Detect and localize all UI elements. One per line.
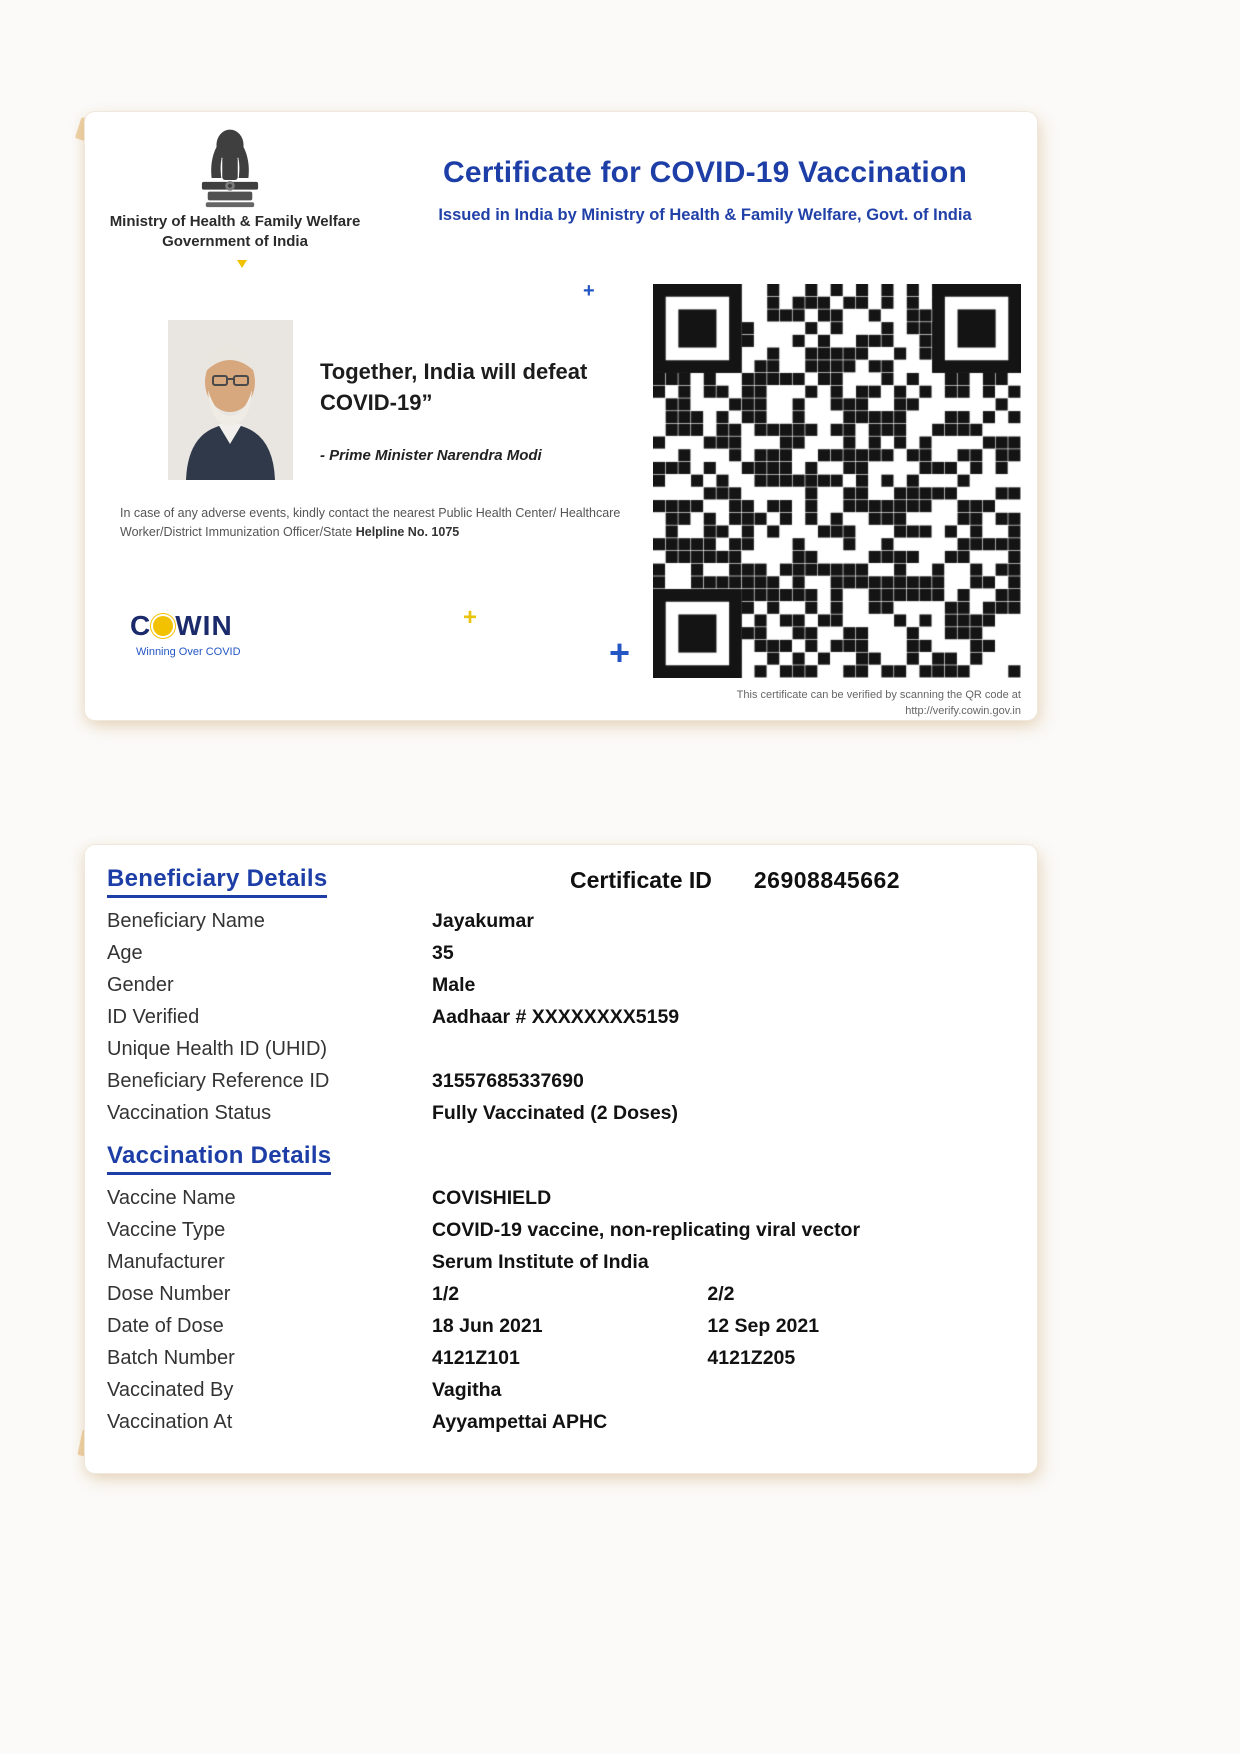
field-label: Vaccination At	[107, 1411, 233, 1433]
advisory-body: In case of any adverse events, kindly contact the nearest Public Health Center/ Healthcare Worker/District Immunization Officer/State	[120, 506, 621, 540]
detail-row	[107, 1038, 1017, 1070]
detail-row	[107, 974, 1017, 1006]
detail-row	[107, 1070, 1017, 1102]
detail-row	[107, 1102, 1017, 1134]
certificate-header-card	[85, 112, 1037, 720]
field-label: Unique Health ID (UHID)	[107, 1038, 328, 1060]
field-label: Batch Number	[107, 1347, 235, 1369]
detail-row	[107, 1347, 1017, 1379]
field-label: Dose Number	[107, 1283, 231, 1305]
field-label: Manufacturer	[107, 1251, 225, 1273]
certificate-title: Certificate for COVID-19 Vaccination	[442, 156, 967, 189]
certificate-subtitle: Issued in India by Ministry of Health & Family Welfare, Govt. of India	[438, 206, 972, 224]
dose2-value: 2/2	[707, 1283, 735, 1305]
cowin-tagline: Winning Over COVID	[136, 646, 241, 658]
detail-row	[107, 910, 1017, 942]
field-value: Vagitha	[432, 1379, 502, 1401]
field-value: Ayyampettai APHC	[432, 1411, 608, 1433]
cowin-wordmark	[130, 610, 241, 642]
qr-caption-line1: This certificate can be verified by scanning the QR code at	[736, 689, 1021, 701]
ministry-line1: Ministry of Health & Family Welfare	[109, 213, 361, 230]
advisory-text	[120, 504, 665, 543]
ministry-text	[100, 212, 370, 251]
field-value-pair	[432, 1315, 819, 1338]
dose1-value: 4121Z101	[432, 1347, 520, 1369]
certificate-id-block	[570, 867, 900, 894]
dose1-value: 1/2	[432, 1283, 460, 1305]
national-emblem-icon	[195, 118, 265, 210]
field-label: Beneficiary Reference ID	[107, 1070, 330, 1092]
field-label: Date of Dose	[107, 1315, 224, 1337]
field-value: COVID-19 vaccine, non-replicating viral vector	[432, 1219, 861, 1241]
yellow-tick-mark	[237, 260, 247, 268]
field-value-pair	[432, 1347, 795, 1370]
field-value-pair	[432, 1283, 735, 1306]
dose1-value: 18 Jun 2021	[432, 1315, 543, 1337]
pm-photo	[168, 320, 293, 480]
plus-mark-decor: +	[583, 280, 595, 302]
field-value: Aadhaar # XXXXXXXX5159	[432, 1006, 680, 1028]
detail-row	[107, 1006, 1017, 1038]
ministry-line2: Government of India	[162, 232, 308, 250]
plus-mark-large: +	[609, 632, 631, 673]
field-label: Beneficiary Name	[107, 910, 265, 932]
field-value: Fully Vaccinated (2 Doses)	[432, 1102, 679, 1124]
quote-line1: Together, India will defeat	[320, 359, 588, 384]
field-label: ID Verified	[107, 1006, 200, 1028]
cowin-letters-win: WIN	[175, 610, 233, 641]
field-value: Serum Institute of India	[432, 1251, 649, 1273]
detail-row	[107, 1283, 1017, 1315]
dose2-value: 12 Sep 2021	[707, 1315, 820, 1337]
dose2-value: 4121Z205	[707, 1347, 796, 1369]
detail-row	[107, 1315, 1017, 1347]
helpline-number: Helpline No. 1075	[355, 525, 460, 540]
field-value: 35	[432, 942, 454, 964]
detail-row	[107, 1187, 1017, 1219]
field-label: Vaccine Name	[107, 1187, 236, 1209]
beneficiary-rows	[107, 910, 1017, 1134]
quote-attribution: - Prime Minister Narendra Modi	[320, 447, 542, 464]
qr-caption	[623, 688, 1021, 720]
details-card	[85, 845, 1037, 1473]
beneficiary-details-heading: Beneficiary Details	[107, 865, 327, 898]
detail-row	[107, 1219, 1017, 1251]
vaccination-details-heading: Vaccination Details	[107, 1142, 331, 1175]
qr-caption-line2: http://verify.cowin.gov.in	[905, 704, 1021, 717]
field-label: Gender	[107, 974, 174, 996]
certificate-id-value: 26908845662	[753, 867, 901, 893]
field-value: COVISHIELD	[432, 1187, 552, 1209]
detail-row	[107, 1379, 1017, 1411]
qr-code	[653, 284, 1021, 678]
pm-quote	[320, 357, 660, 419]
field-label: Vaccination Status	[107, 1102, 272, 1124]
cowin-sun-icon	[153, 616, 173, 636]
field-label: Vaccinated By	[107, 1379, 234, 1401]
cowin-letter-c: C	[130, 610, 152, 641]
detail-row	[107, 1411, 1017, 1443]
certificate-id-label: Certificate ID	[570, 867, 712, 893]
detail-row	[107, 1251, 1017, 1283]
field-value: Male	[432, 974, 476, 996]
cowin-logo	[130, 610, 241, 658]
detail-row	[107, 942, 1017, 974]
quote-line2: COVID-19”	[320, 389, 433, 415]
plus-mark-yellow: +	[463, 604, 478, 631]
field-value: Jayakumar	[432, 910, 534, 932]
field-label: Age	[107, 942, 143, 964]
field-value: 31557685337690	[432, 1070, 584, 1092]
field-label: Vaccine Type	[107, 1219, 226, 1241]
vaccination-rows	[107, 1187, 1017, 1443]
